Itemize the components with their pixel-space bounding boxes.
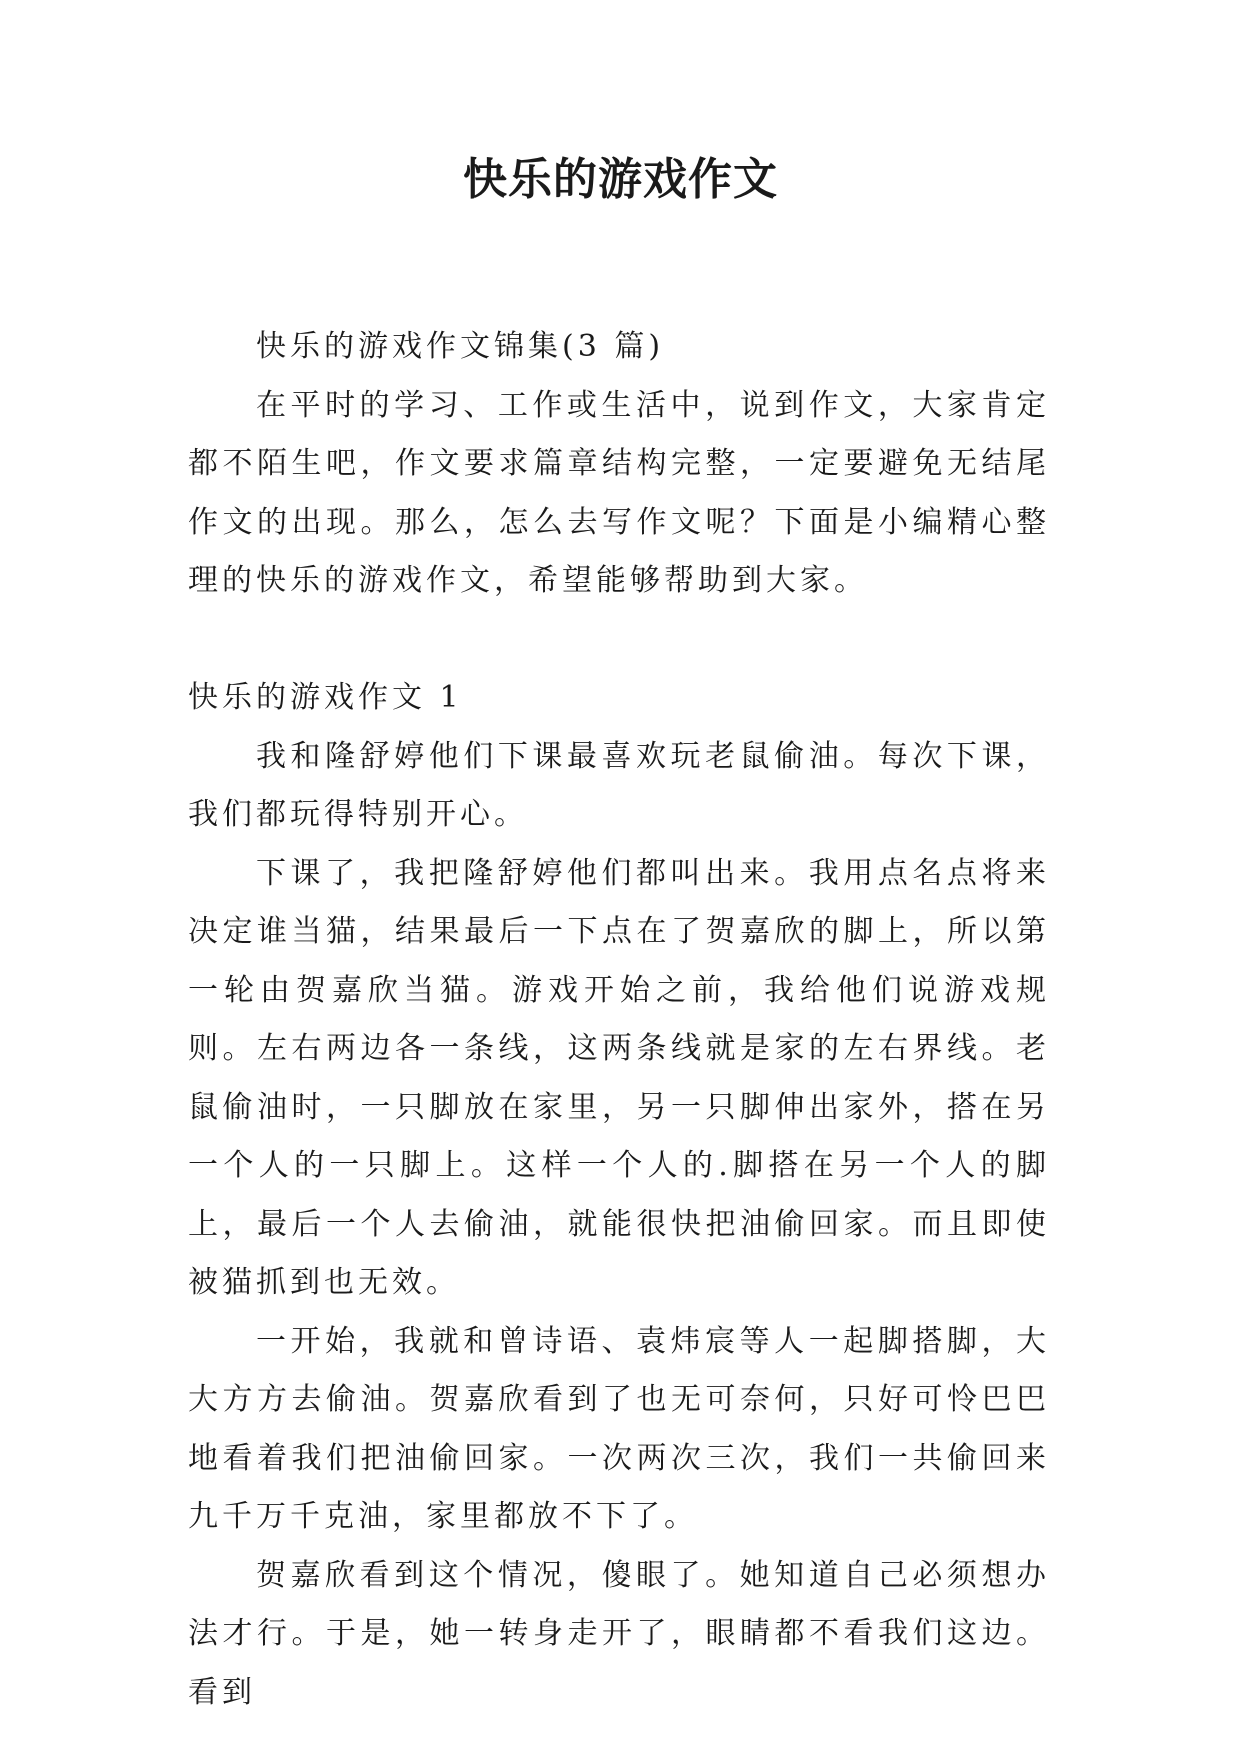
- section-spacer: [188, 611, 1050, 670]
- body-paragraph: 贺嘉欣看到这个情况，傻眼了。她知道自己必须想办法才行。于是，她一转身走开了，眼睛都不看我们这边。看到: [188, 1557, 1050, 1710]
- document-body: [188, 318, 1050, 1722]
- intro-paragraph: 在平时的学习、工作或生活中，说到作文，大家肯定都不陌生吧，作文要求篇章结构完整，一定要避免无结尾作文的出现。那么，怎么去写作文呢？下面是小编精心整理的快乐的游戏作文，希望能够帮助到大家。: [188, 387, 1050, 598]
- body-paragraph: 我和隆舒婷他们下课最喜欢玩老鼠偷油。每次下课，我们都玩得特别开心。: [188, 738, 1050, 832]
- body-paragraph: 下课了，我把隆舒婷他们都叫出来。我用点名点将来决定谁当猫，结果最后一下点在了贺嘉欣的脚上，所以第一轮由贺嘉欣当猫。游戏开始之前，我给他们说游戏规则。左右两边各一条线，这两条线就是家的左右界线。老鼠偷油时，一只脚放在家里，另一只脚伸出家外，搭在另一个人的一只脚上。这样一个人的.脚搭在另一个人的脚上，最后一个人去偷油，就能很快把油偷回家。而且即使被猫抓到也无效。: [188, 855, 1050, 1300]
- document-title: 快乐的游戏作文: [463, 154, 778, 205]
- section-heading: 快乐的游戏作文 1: [188, 680, 463, 715]
- body-paragraph: 一开始，我就和曾诗语、袁炜宸等人一起脚搭脚，大大方方去偷油。贺嘉欣看到了也无可奈何，只好可怜巴巴地看着我们把油偷回家。一次两次三次，我们一共偷回来九千万千克油，家里都放不下了。: [188, 1323, 1050, 1534]
- document-subtitle: 快乐的游戏作文锦集(3 篇): [256, 329, 665, 364]
